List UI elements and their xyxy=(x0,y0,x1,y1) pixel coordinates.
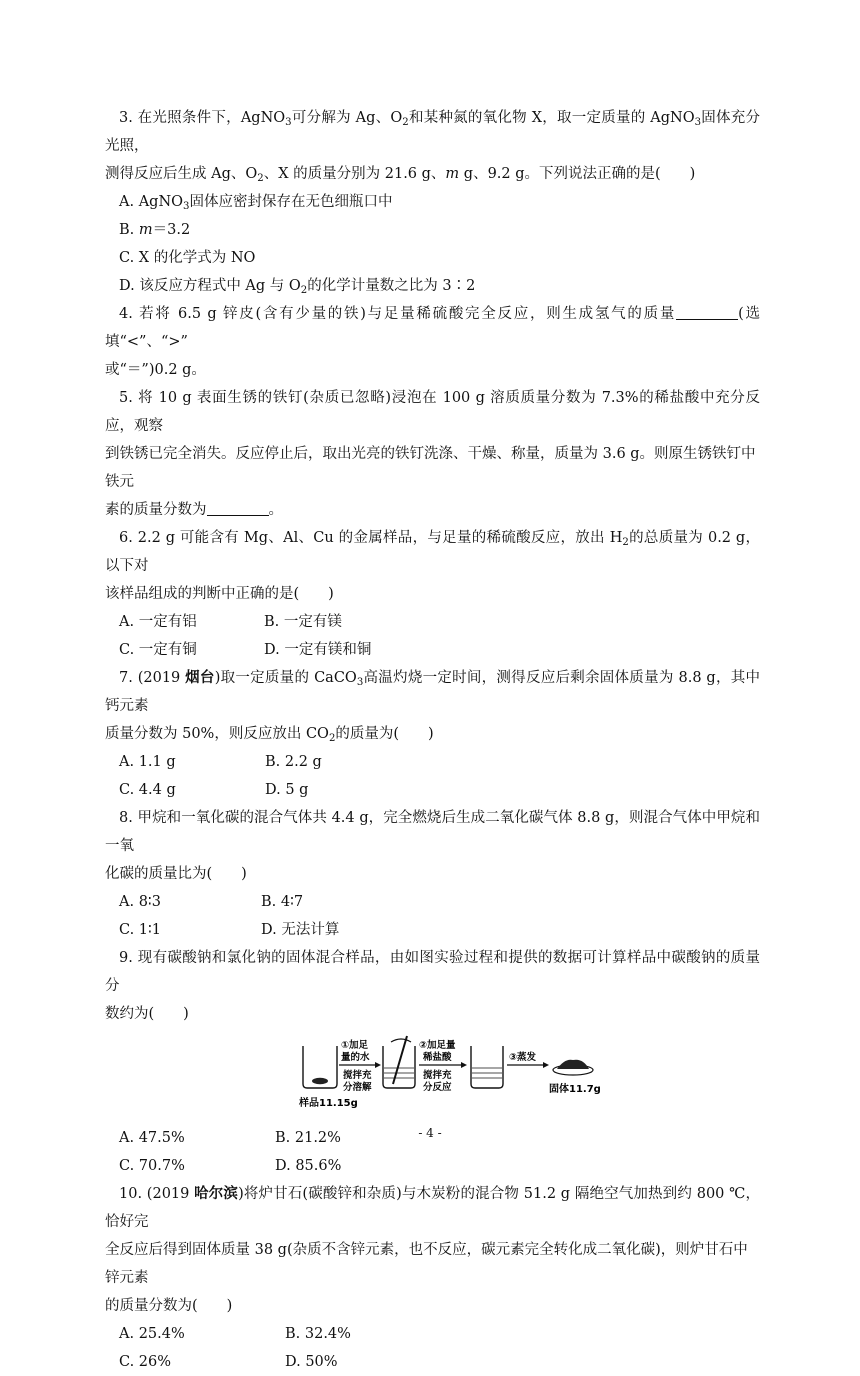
question-4-stem-line2: 或“＝”)0.2 g。 xyxy=(105,362,206,378)
experiment-diagram xyxy=(105,1032,760,1124)
question-6-option-a: A. 一定有铝 xyxy=(119,614,197,630)
question-7-option-d: D. 5 g xyxy=(265,782,309,798)
step-3-label: ③蒸发 xyxy=(509,1052,537,1063)
question-8-option-c: C. 1∶1 xyxy=(119,922,162,938)
question-content xyxy=(105,104,760,1376)
question-6-options-row2 xyxy=(105,636,760,664)
question-3-stem-line2: 测得反应后生成 Ag、$O_2$、X 的质量分别为 21.6 g、m g、9.2 g。下列说法正确的是( ) xyxy=(105,166,696,184)
step-2-label-line4: 分反应 xyxy=(423,1082,452,1093)
question-9-option-d: D. 85.6% xyxy=(275,1158,342,1174)
step-1-label-line2: 量的水 xyxy=(341,1052,370,1063)
step-2-label-line3: 搅拌充 xyxy=(423,1070,452,1081)
beaker-icon xyxy=(303,1046,337,1088)
question-7-option-a: A. 1.1 g xyxy=(119,754,176,770)
question-8-stem: 8. 甲烷和一氧化碳的混合气体共 4.4 g，完全燃烧后生成二氧化碳气体 8.8 g，则混合气体中甲烷和一氧 xyxy=(105,810,760,854)
solid-mass-label: 固体11.7g xyxy=(549,1084,601,1095)
question-9-stem: 9. 现有碳酸钠和氯化钠的固体混合样品，由如图实验过程和提供的数据可计算样品中碳酸钠的质量分 xyxy=(105,950,760,994)
question-9-option-a: A. 47.5% xyxy=(119,1130,185,1146)
step-1-label-line4: 分溶解 xyxy=(343,1082,372,1093)
arrowhead-icon xyxy=(375,1062,381,1068)
question-7-option-c: C. 4.4 g xyxy=(119,782,176,798)
question-9-option-c: C. 70.7% xyxy=(119,1158,185,1174)
question-6-option-d: D. 一定有镁和铜 xyxy=(264,642,372,658)
question-5-stem-line3: 素的质量分数为 。 xyxy=(105,502,283,518)
question-3-option-a: A. AgNO$_3$固体应密封保存在无色细瓶口中 xyxy=(119,194,393,212)
question-8-options-row1 xyxy=(105,888,760,916)
question-10-option-d: D. 50% xyxy=(285,1354,338,1370)
sample-mass-label: 样品11.15g xyxy=(299,1098,358,1109)
question-7-options-row1 xyxy=(105,748,760,776)
step-1-label-line3: 搅拌充 xyxy=(343,1070,372,1081)
question-6-option-c: C. 一定有铜 xyxy=(119,642,197,658)
question-7-option-b: B. 2.2 g xyxy=(265,754,322,770)
question-3-option-d: D. 该反应方程式中 Ag 与 $O_2$的化学计量数之比为 3∶2 xyxy=(119,278,476,296)
question-6-stem: 6. 2.2 g 可能含有 Mg、Al、Cu 的金属样品，与足量的稀硫酸反应，放出 $H_2$的总质量为 0.2 g，以下对 xyxy=(105,530,760,574)
question-8-option-b: B. 4∶7 xyxy=(261,894,304,910)
arrowhead-icon xyxy=(543,1062,549,1068)
question-10-stem-line3: 的质量分数为( ) xyxy=(105,1298,233,1314)
question-10-option-b: B. 32.4% xyxy=(285,1326,351,1342)
step-2-label: ②加足量 xyxy=(419,1040,456,1051)
question-8-option-d: D. 无法计算 xyxy=(261,922,340,938)
question-9-options-row2 xyxy=(105,1152,760,1180)
question-7-stem: 7. (2019 烟台)取一定质量的 CaCO$_3$高温灼烧一定时间，测得反应后剩余固体质量为 8.8 g，其中钙元素 xyxy=(105,669,760,714)
experiment-process-figure xyxy=(295,1032,615,1122)
question-10-options-row2 xyxy=(105,1348,760,1376)
question-6-option-b: B. 一定有镁 xyxy=(264,614,342,630)
question-10-options-row1 xyxy=(105,1320,760,1348)
question-6-stem-line2: 该样品组成的判断中正确的是( ) xyxy=(105,586,334,602)
beaker-icon xyxy=(471,1046,503,1088)
question-8-options-row2 xyxy=(105,916,760,944)
step-2-label-line2: 稀盐酸 xyxy=(423,1052,452,1063)
question-10-option-c: C. 26% xyxy=(119,1354,172,1370)
question-3-stem: 3. 在光照条件下，AgNO$_3$可分解为 Ag、$O_2$和某种氮的氧化物 X，取一定质量的 AgNO$_3$固体充分光照， xyxy=(105,110,761,154)
question-4-stem: 4. 若将 6.5 g 锌皮(含有少量的铁)与足量稀硫酸完全反应，则生成氢气的质量 (选填“<”、“>” xyxy=(105,306,760,350)
question-8-option-a: A. 8∶3 xyxy=(119,894,161,910)
page-number: - 4 - xyxy=(418,1126,442,1140)
question-10-option-a: A. 25.4% xyxy=(119,1326,185,1342)
question-3-option-c: C. X 的化学式为 NO xyxy=(119,250,256,266)
question-7-stem-line2: 质量分数为 50%，则反应放出 $CO_2$的质量为( ) xyxy=(105,726,434,744)
answer-blank xyxy=(207,501,269,516)
question-5-stem-line2: 到铁锈已完全消失。反应停止后，取出光亮的铁钉洗涤、干燥、称量，质量为 3.6 g。则原生锈铁钉中铁元 xyxy=(105,446,756,490)
question-9-option-b: B. 21.2% xyxy=(275,1130,341,1146)
step-1-label: ①加足 xyxy=(341,1040,369,1051)
question-3-option-b: B. m＝3.2 xyxy=(119,222,191,238)
question-9-stem-line2: 数约为( ) xyxy=(105,1006,189,1022)
question-7-options-row2 xyxy=(105,776,760,804)
solid-residue-icon xyxy=(553,1060,593,1075)
question-6-options-row1 xyxy=(105,608,760,636)
question-10-stem: 10. (2019 哈尔滨)将炉甘石(碳酸锌和杂质)与木炭粉的混合物 51.2 g 隔绝空气加热到约 800 ℃，恰好完 xyxy=(105,1185,761,1230)
beaker-with-stirring-rod-icon xyxy=(383,1036,415,1088)
question-8-stem-line2: 化碳的质量比为( ) xyxy=(105,866,247,882)
arrowhead-icon xyxy=(461,1062,467,1068)
answer-blank xyxy=(676,305,738,320)
question-5-stem: 5. 将 10 g 表面生锈的铁钉(杂质已忽略)浸泡在 100 g 溶质质量分数为 7.3%的稀盐酸中充分反应，观察 xyxy=(105,390,760,434)
question-10-stem-line2: 全反应后得到固体质量 38 g(杂质不含锌元素，也不反应，碳元素完全转化成二氧化碳)，则炉甘石中锌元素 xyxy=(105,1242,748,1286)
